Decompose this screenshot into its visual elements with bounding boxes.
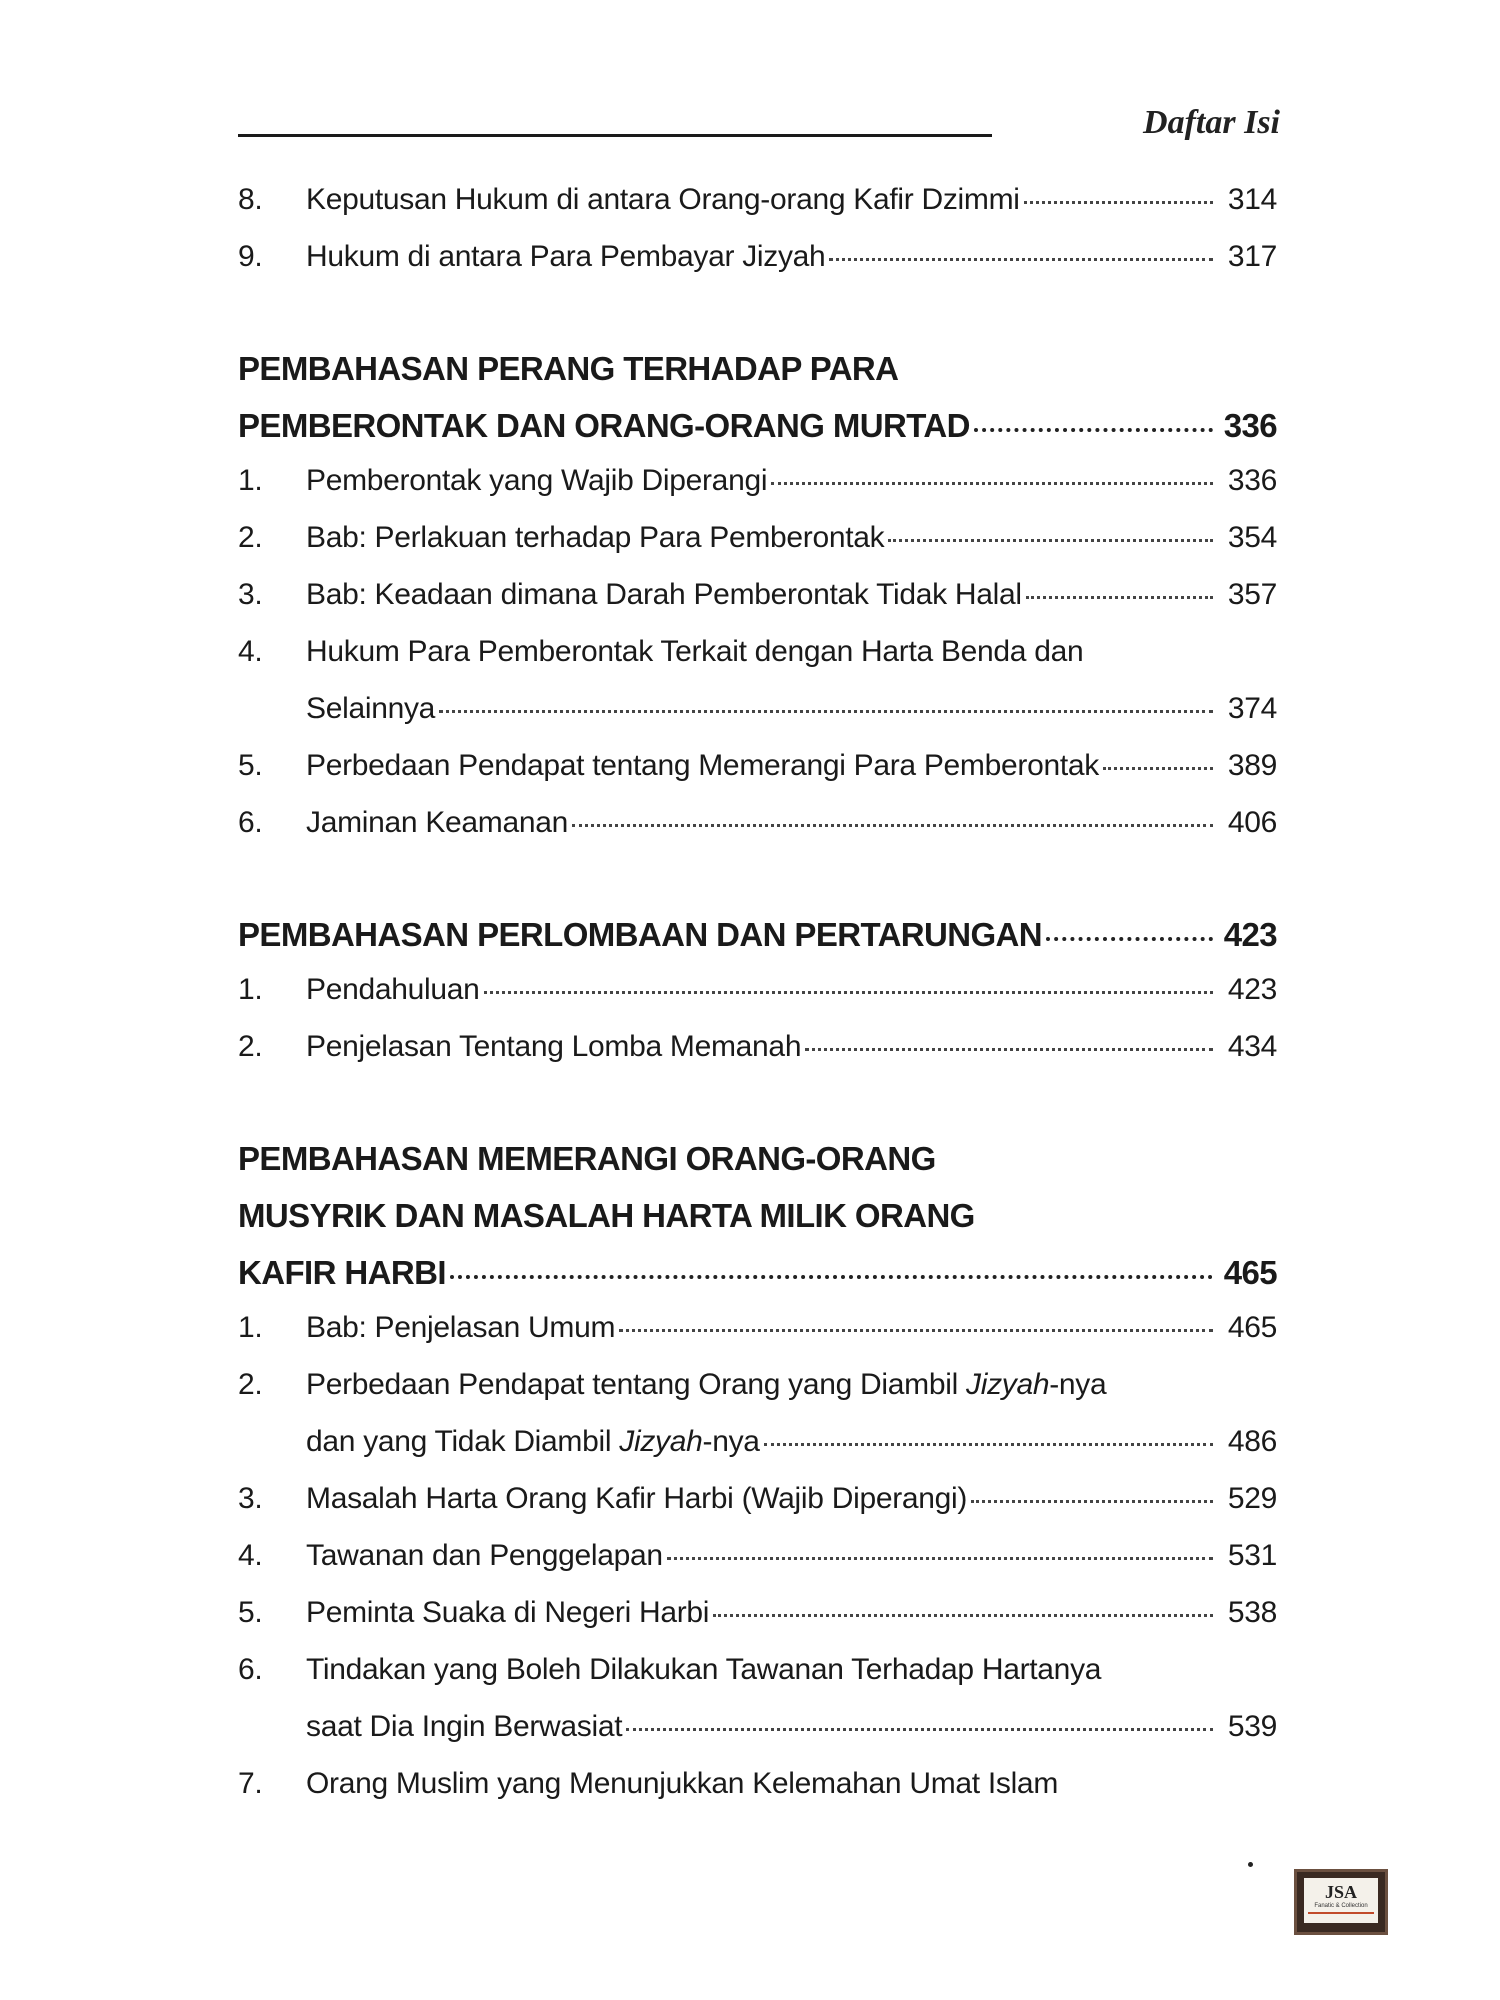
dot-leader	[484, 991, 1213, 994]
entry-number: 4.	[238, 635, 263, 668]
entry-title-cont: Selainnya	[306, 692, 436, 725]
section-page: 423	[1223, 916, 1277, 953]
entry-page: 538	[1227, 1596, 1277, 1629]
toc-entry[interactable]	[238, 749, 1277, 806]
entry-title: Penjelasan Tentang Lomba Memanah	[306, 1030, 802, 1063]
entry-number: 5.	[238, 1596, 263, 1629]
toc-entry[interactable]	[238, 1596, 1277, 1653]
dot-leader	[450, 1275, 1213, 1279]
dot-leader	[971, 1500, 1213, 1503]
entry-number: 8.	[238, 183, 263, 216]
entry-number: 5.	[238, 749, 263, 782]
logo-subtext: Fanatic & Collection	[1314, 1903, 1368, 1909]
toc-entry[interactable]	[238, 806, 1277, 863]
entry-number: 3.	[238, 578, 263, 611]
section-title-line: PEMBAHASAN PERANG TERHADAP PARA	[238, 350, 899, 387]
entry-number: 2.	[238, 1368, 263, 1401]
toc-entry-continuation[interactable]	[238, 692, 1277, 749]
table-of-contents	[238, 183, 1277, 1824]
dot-leader	[888, 539, 1213, 542]
toc-entry[interactable]	[238, 1767, 1277, 1824]
entry-title: Perbedaan Pendapat tentang Memerangi Para Pemberontak	[306, 749, 1099, 782]
toc-entry[interactable]	[238, 1539, 1277, 1596]
dot-leader	[439, 710, 1213, 713]
toc-entry[interactable]	[238, 578, 1277, 635]
entry-title: Masalah Harta Orang Kafir Harbi (Wajib Diperangi)	[306, 1482, 968, 1515]
toc-entry[interactable]	[238, 1653, 1277, 1710]
section-title-line: KAFIR HARBI	[238, 1254, 446, 1291]
dot-leader	[829, 258, 1213, 261]
entry-title: Orang Muslim yang Menunjukkan Kelemahan Umat Islam	[306, 1767, 1059, 1800]
entry-title-part: Perbedaan Pendapat tentang Orang yang Diambil	[306, 1368, 966, 1401]
toc-entry[interactable]	[238, 1311, 1277, 1368]
entry-title-italic: Jizyah	[619, 1425, 703, 1458]
entry-page: 486	[1227, 1425, 1277, 1458]
entry-title: Keputusan Hukum di antara Orang-orang Kafir Dzimmi	[306, 183, 1020, 216]
entry-page: 336	[1227, 464, 1277, 497]
logo-text: JSA	[1324, 1882, 1357, 1902]
entry-number: 1.	[238, 464, 263, 497]
entry-page: 317	[1227, 240, 1277, 273]
section-title-line: PEMBAHASAN MEMERANGI ORANG-ORANG	[238, 1140, 936, 1177]
entry-title: Tindakan yang Boleh Dilakukan Tawanan Terhadap Hartanya	[306, 1653, 1102, 1686]
entry-page: 406	[1227, 806, 1277, 839]
section-title-line: PEMBAHASAN PERLOMBAAN DAN PERTARUNGAN	[238, 916, 1043, 953]
entry-number: 9.	[238, 240, 263, 273]
dot-leader	[771, 482, 1213, 485]
dot-leader	[1046, 937, 1213, 941]
entry-number: 3.	[238, 1482, 263, 1515]
entry-number: 4.	[238, 1539, 263, 1572]
entry-page: 531	[1227, 1539, 1277, 1572]
dot-leader	[626, 1728, 1213, 1731]
entry-number: 1.	[238, 973, 263, 1006]
dot-leader	[764, 1443, 1213, 1446]
jsa-logo	[1294, 1869, 1388, 1935]
entry-title: Bab: Keadaan dimana Darah Pemberontak Tidak Halal	[306, 578, 1022, 611]
dot-leader	[619, 1329, 1213, 1332]
entry-title-italic: Jizyah	[966, 1368, 1050, 1401]
entry-number: 1.	[238, 1311, 263, 1344]
toc-entry-continuation[interactable]	[238, 1425, 1277, 1482]
toc-entry[interactable]	[238, 521, 1277, 578]
section-heading[interactable]	[238, 916, 1277, 973]
entry-page: 434	[1227, 1030, 1277, 1063]
entry-page: 314	[1227, 183, 1277, 216]
header-rule	[238, 134, 992, 137]
dot-leader	[1103, 767, 1213, 770]
entry-number: 2.	[238, 521, 263, 554]
entry-page: 357	[1227, 578, 1277, 611]
entry-title	[306, 1368, 1106, 1402]
entry-page: 465	[1227, 1311, 1277, 1344]
entry-page: 423	[1227, 973, 1277, 1006]
section-heading[interactable]	[238, 350, 1277, 407]
entry-title: Bab: Penjelasan Umum	[306, 1311, 616, 1344]
entry-title-part: -nya	[702, 1425, 760, 1458]
entry-number: 7.	[238, 1767, 263, 1800]
toc-entry-continuation[interactable]	[238, 1710, 1277, 1767]
section-heading[interactable]	[238, 1197, 1277, 1254]
entry-page: 374	[1227, 692, 1277, 725]
entry-title: Jaminan Keamanan	[306, 806, 569, 839]
dot-leader	[974, 428, 1213, 432]
dot-leader	[667, 1557, 1213, 1560]
toc-entry[interactable]	[238, 1368, 1277, 1425]
entry-number: 6.	[238, 806, 263, 839]
entry-title-cont	[306, 1425, 760, 1459]
toc-entry[interactable]	[238, 240, 1277, 297]
entry-page: 354	[1227, 521, 1277, 554]
dot-leader	[572, 824, 1213, 827]
dot-leader	[1026, 596, 1213, 599]
toc-entry[interactable]	[238, 183, 1277, 240]
logo-underline	[1308, 1912, 1374, 1914]
toc-entry[interactable]	[238, 1030, 1277, 1087]
section-heading[interactable]	[238, 407, 1277, 464]
entry-page: 539	[1227, 1710, 1277, 1743]
toc-entry[interactable]	[238, 973, 1277, 1030]
entry-title: Pendahuluan	[306, 973, 480, 1006]
stray-dot-mark	[1248, 1862, 1253, 1867]
section-title-line: PEMBERONTAK DAN ORANG-ORANG MURTAD	[238, 407, 970, 444]
entry-number: 2.	[238, 1030, 263, 1063]
entry-page: 389	[1227, 749, 1277, 782]
entry-title-part: dan yang Tidak Diambil	[306, 1425, 620, 1458]
section-heading[interactable]	[238, 1140, 1277, 1197]
entry-title-part: -nya	[1049, 1368, 1107, 1401]
section-heading[interactable]	[238, 1254, 1277, 1311]
toc-entry[interactable]	[238, 1482, 1277, 1539]
entry-title: Tawanan dan Penggelapan	[306, 1539, 663, 1572]
entry-title: Peminta Suaka di Negeri Harbi	[306, 1596, 710, 1629]
entry-title: Hukum Para Pemberontak Terkait dengan Harta Benda dan	[306, 635, 1084, 668]
entry-title: Bab: Perlakuan terhadap Para Pemberontak	[306, 521, 885, 554]
section-title-line: MUSYRIK DAN MASALAH HARTA MILIK ORANG	[238, 1197, 975, 1234]
dot-leader	[1024, 201, 1213, 204]
running-head: Daftar Isi	[1143, 104, 1280, 141]
dot-leader	[805, 1048, 1213, 1051]
toc-entry[interactable]	[238, 464, 1277, 521]
entry-title-cont: saat Dia Ingin Berwasiat	[306, 1710, 623, 1743]
entry-title: Pemberontak yang Wajib Diperangi	[306, 464, 768, 497]
entry-page: 529	[1227, 1482, 1277, 1515]
toc-entry[interactable]	[238, 635, 1277, 692]
section-page: 336	[1223, 407, 1277, 444]
entry-title: Hukum di antara Para Pembayar Jizyah	[306, 240, 826, 273]
dot-leader	[713, 1614, 1213, 1617]
entry-number: 6.	[238, 1653, 263, 1686]
section-page: 465	[1223, 1254, 1277, 1291]
